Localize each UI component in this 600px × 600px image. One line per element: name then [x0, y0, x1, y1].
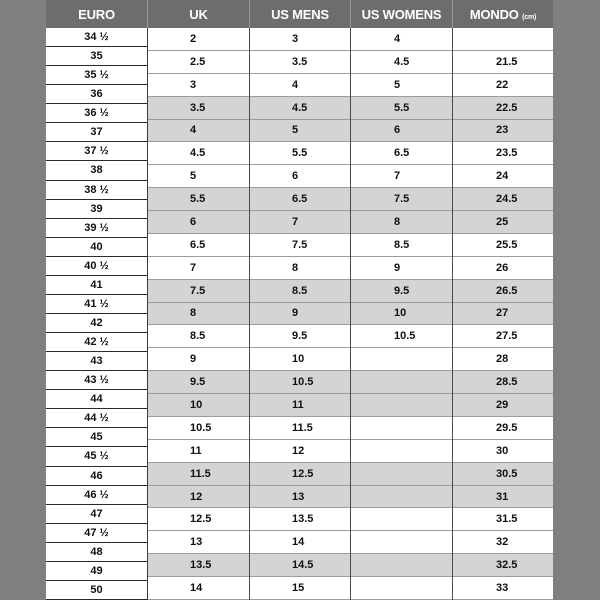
euro-size-cell: 45: [46, 428, 147, 447]
euro-size-cell: 37 ½: [46, 142, 147, 161]
uk-size-cell: 14: [190, 582, 203, 595]
us-mens-size-cell: 11: [292, 399, 304, 412]
header-row: [46, 0, 553, 28]
us-mens-size-cell: 8.5: [292, 284, 308, 297]
us-mens-size-cell: 6.5: [292, 193, 308, 206]
uk-size-cell: 3.5: [190, 101, 206, 114]
euro-size-cell: 34 ½: [46, 28, 147, 47]
uk-size-cell: 2: [190, 32, 197, 45]
euro-size-cell: 41: [46, 276, 147, 295]
header-uk: UK: [189, 7, 208, 22]
euro-size-cell: 35 ½: [46, 66, 147, 85]
uk-size-cell: 8.5: [190, 330, 206, 343]
us-mens-size-cell: 13.5: [292, 513, 314, 526]
euro-size-cell: 35: [46, 47, 147, 66]
euro-size-cell: 48: [46, 543, 147, 562]
uk-size-cell: 13: [190, 536, 203, 549]
euro-size-cell: 40 ½: [46, 257, 147, 276]
euro-size-cell: 38 ½: [46, 181, 147, 200]
euro-size-cell: 36 ½: [46, 104, 147, 123]
mondo-size-cell: 26.5: [496, 284, 518, 297]
uk-size-cell: 11: [190, 444, 202, 457]
uk-size-cell: 4: [190, 124, 197, 137]
header-mondo-label: MONDO: [469, 7, 519, 22]
column-divider: [452, 28, 453, 600]
uk-size-cell: 7.5: [190, 284, 206, 297]
column-divider: [249, 28, 250, 600]
us-mens-size-cell: 11.5: [292, 421, 313, 434]
euro-size-cell: 44: [46, 390, 147, 409]
euro-size-cell: 44 ½: [46, 409, 147, 428]
uk-size-cell: 6.5: [190, 238, 206, 251]
mondo-size-cell: 24: [496, 170, 509, 183]
euro-size-cell: 46 ½: [46, 486, 147, 505]
header-euro: EURO: [78, 7, 115, 22]
mondo-size-cell: 21.5: [496, 55, 518, 68]
us-womens-size-cell: 10: [394, 307, 407, 320]
mondo-size-cell: 25.5: [496, 238, 518, 251]
mondo-size-cell: 23: [496, 124, 509, 137]
mondo-size-cell: 23.5: [496, 147, 518, 160]
header-us-womens: US WOMENS: [361, 7, 442, 22]
us-mens-size-cell: 10: [292, 353, 305, 366]
euro-size-cell: 43 ½: [46, 371, 147, 390]
euro-column: [46, 28, 147, 600]
us-womens-size-cell: 6.5: [394, 147, 410, 160]
uk-size-cell: 12: [190, 490, 203, 503]
header-mondo-unit: (cm): [522, 14, 537, 21]
us-womens-size-cell: 6: [394, 124, 401, 137]
us-mens-size-cell: 12.5: [292, 467, 314, 480]
euro-size-cell: 38: [46, 161, 147, 180]
uk-size-cell: 7: [190, 261, 197, 274]
us-womens-size-cell: 10.5: [394, 330, 416, 343]
mondo-size-cell: 27: [496, 307, 509, 320]
uk-size-cell: 12.5: [190, 513, 212, 526]
us-mens-size-cell: 7.5: [292, 238, 308, 251]
us-mens-size-cell: 5.5: [292, 147, 308, 160]
euro-size-cell: 43: [46, 352, 147, 371]
uk-size-cell: 6: [190, 215, 197, 228]
euro-size-cell: 45 ½: [46, 447, 147, 466]
mondo-size-cell: 28.5: [496, 376, 518, 389]
uk-size-cell: 10.5: [190, 421, 212, 434]
euro-size-cell: 46: [46, 467, 147, 486]
mondo-size-cell: 30.5: [496, 467, 518, 480]
us-mens-size-cell: 6: [292, 170, 299, 183]
euro-size-cell: 50: [46, 581, 147, 600]
euro-size-cell: 42: [46, 314, 147, 333]
uk-size-cell: 9: [190, 353, 197, 366]
mondo-size-cell: 30: [496, 444, 509, 457]
us-mens-size-cell: 14.5: [292, 559, 314, 572]
uk-size-cell: 4.5: [190, 147, 206, 160]
uk-size-cell: 3: [190, 78, 197, 91]
us-womens-size-cell: 8: [394, 215, 401, 228]
us-mens-size-cell: 9: [292, 307, 299, 320]
mondo-size-cell: 25: [496, 215, 509, 228]
uk-size-cell: 10: [190, 399, 203, 412]
us-mens-size-cell: 15: [292, 582, 305, 595]
mondo-size-cell: 27.5: [496, 330, 518, 343]
euro-size-cell: 37: [46, 123, 147, 142]
uk-size-cell: 5: [190, 170, 197, 183]
uk-size-cell: 2.5: [190, 55, 206, 68]
euro-size-cell: 36: [46, 85, 147, 104]
euro-size-cell: 39: [46, 200, 147, 219]
size-chart: [46, 0, 553, 600]
uk-size-cell: 5.5: [190, 193, 206, 206]
mondo-size-cell: 26: [496, 261, 509, 274]
us-womens-size-cell: 7.5: [394, 193, 410, 206]
us-mens-size-cell: 4.5: [292, 101, 308, 114]
euro-size-cell: 40: [46, 238, 147, 257]
us-mens-size-cell: 12: [292, 444, 305, 457]
uk-size-cell: 8: [190, 307, 197, 320]
us-womens-size-cell: 5: [394, 78, 401, 91]
us-womens-size-cell: 4: [394, 32, 401, 45]
us-mens-size-cell: 9.5: [292, 330, 308, 343]
us-mens-size-cell: 3: [292, 32, 299, 45]
us-womens-size-cell: 5.5: [394, 101, 410, 114]
us-mens-size-cell: 13: [292, 490, 305, 503]
mondo-size-cell: 22: [496, 78, 509, 91]
mondo-size-cell: 29: [496, 399, 509, 412]
us-mens-size-cell: 10.5: [292, 376, 314, 389]
us-mens-size-cell: 4: [292, 78, 299, 91]
us-mens-size-cell: 7: [292, 215, 299, 228]
mondo-size-cell: 31.5: [496, 513, 518, 526]
us-womens-size-cell: 9: [394, 261, 401, 274]
us-mens-size-cell: 14: [292, 536, 305, 549]
us-mens-size-cell: 3.5: [292, 55, 308, 68]
us-mens-size-cell: 8: [292, 261, 299, 274]
us-womens-size-cell: 8.5: [394, 238, 410, 251]
euro-size-cell: 41 ½: [46, 295, 147, 314]
column-divider: [350, 28, 351, 600]
mondo-size-cell: 32.5: [496, 559, 518, 572]
euro-size-cell: 47: [46, 505, 147, 524]
euro-size-cell: 42 ½: [46, 333, 147, 352]
mondo-size-cell: 31: [496, 490, 509, 503]
uk-size-cell: 13.5: [190, 559, 212, 572]
mondo-size-cell: 29.5: [496, 421, 518, 434]
us-womens-size-cell: 4.5: [394, 55, 410, 68]
mondo-size-cell: 24.5: [496, 193, 518, 206]
header-mondo: [453, 0, 553, 28]
header-us-mens: US MENS: [271, 7, 329, 22]
mondo-size-cell: 32: [496, 536, 509, 549]
us-mens-size-cell: 5: [292, 124, 299, 137]
mondo-size-cell: 22.5: [496, 101, 518, 114]
uk-size-cell: 9.5: [190, 376, 206, 389]
euro-size-cell: 39 ½: [46, 219, 147, 238]
us-womens-size-cell: 9.5: [394, 284, 410, 297]
uk-size-cell: 11.5: [190, 467, 211, 480]
mondo-size-cell: 33: [496, 582, 509, 595]
mondo-size-cell: 28: [496, 353, 509, 366]
euro-size-cell: 47 ½: [46, 524, 147, 543]
euro-size-cell: 49: [46, 562, 147, 581]
us-womens-size-cell: 7: [394, 170, 401, 183]
